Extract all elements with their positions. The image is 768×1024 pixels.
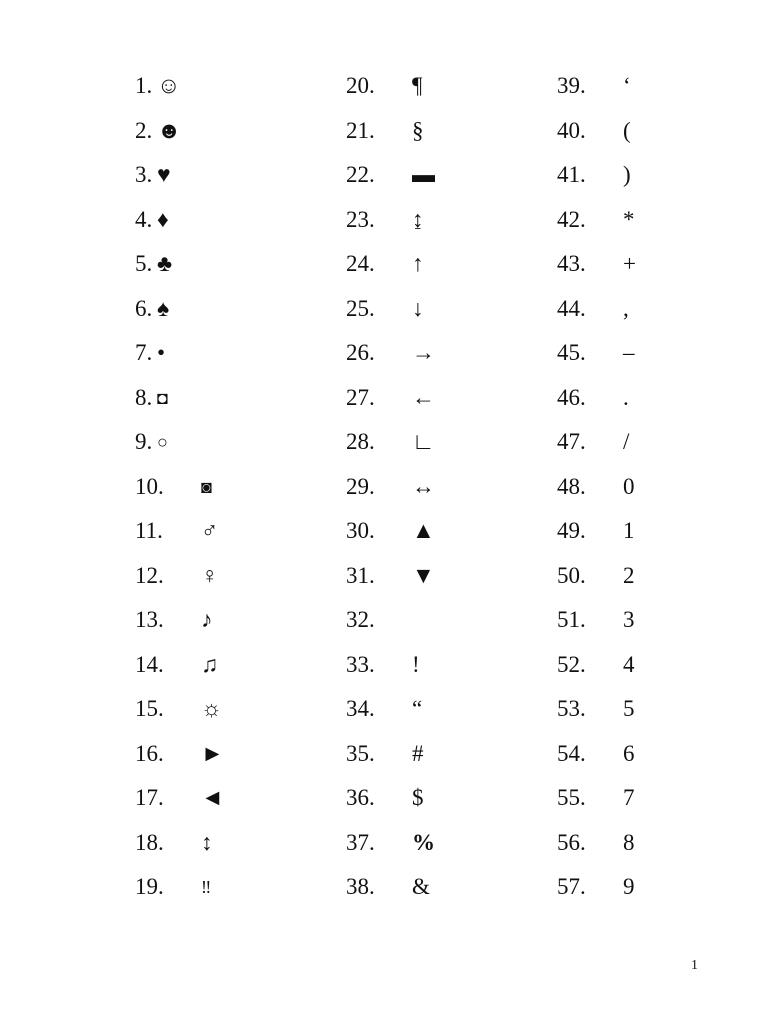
item-symbol: ) (623, 162, 631, 187)
item-number: 55. (557, 785, 586, 810)
item-number: 9. (135, 429, 153, 454)
item-number: 8. (135, 384, 153, 410)
item-symbol: 6 (623, 740, 635, 766)
list-item (557, 865, 737, 910)
list-item (557, 420, 737, 465)
list-item (135, 331, 335, 376)
item-number: 42. (557, 206, 586, 232)
item-number: 49. (557, 518, 586, 543)
item-number: 25. (346, 295, 375, 321)
item-number: 30. (346, 518, 375, 543)
item-number: 50. (557, 562, 586, 588)
list-item (346, 687, 546, 732)
list-item (346, 865, 546, 910)
list-item (135, 153, 335, 198)
list-item (346, 198, 546, 243)
item-number: 53. (557, 696, 586, 721)
item-number: 38. (346, 874, 375, 899)
item-number: 35. (346, 740, 375, 766)
item-symbol: 5 (623, 696, 635, 721)
item-symbol: ↨ (412, 206, 424, 232)
list-item (135, 109, 335, 154)
list-item (346, 643, 546, 688)
item-number: 41. (557, 162, 586, 187)
list-item (346, 109, 546, 154)
item-number: 15. (135, 696, 164, 721)
list-item (557, 554, 737, 599)
list-item (346, 776, 546, 821)
list-item (346, 509, 546, 554)
symbol-column-3 (557, 64, 737, 910)
item-symbol: – (623, 340, 635, 365)
item-number: 47. (557, 429, 586, 454)
item-symbol: ↓ (412, 295, 424, 321)
item-symbol: 7 (623, 785, 635, 810)
item-number: 27. (346, 384, 375, 410)
item-number: 23. (346, 206, 375, 232)
page-number: 1 (691, 958, 698, 973)
item-number: 20. (346, 73, 375, 98)
list-item (135, 287, 335, 332)
list-item (346, 420, 546, 465)
list-item (557, 109, 737, 154)
item-symbol: / (623, 429, 630, 454)
list-item (557, 776, 737, 821)
list-item (135, 198, 335, 243)
item-symbol: ‼ (201, 877, 212, 897)
item-number: 39. (557, 73, 586, 98)
list-item (557, 643, 737, 688)
list-item (346, 732, 546, 777)
list-item (135, 732, 335, 777)
list-item (557, 687, 737, 732)
list-item (135, 420, 335, 465)
list-item (557, 242, 737, 287)
item-number: 48. (557, 473, 586, 499)
item-number: 4. (135, 206, 153, 232)
item-symbol: 4 (623, 651, 635, 677)
item-number: 19. (135, 874, 164, 899)
item-symbol: ← (412, 384, 435, 410)
item-number: 18. (135, 829, 164, 855)
list-item (557, 465, 737, 510)
item-number: 21. (346, 117, 375, 143)
item-symbol: ► (201, 740, 224, 766)
item-symbol: “ (412, 696, 423, 721)
item-symbol: ¶ (412, 73, 423, 98)
item-number: 16. (135, 740, 164, 766)
item-symbol: ♀ (201, 562, 219, 588)
list-item (135, 376, 335, 421)
item-symbol: ♫ (201, 651, 219, 677)
item-number: 40. (557, 117, 586, 143)
item-number: 52. (557, 651, 586, 677)
item-number: 2. (135, 117, 153, 143)
list-item (135, 643, 335, 688)
item-number: 56. (557, 829, 586, 855)
list-item (557, 198, 737, 243)
item-number: 17. (135, 785, 164, 810)
item-symbol: ↔ (412, 473, 435, 499)
item-number: 7. (135, 340, 153, 365)
list-item (557, 598, 737, 643)
item-number: 6. (135, 295, 153, 321)
item-symbol: 3 (623, 607, 635, 632)
item-number: 31. (346, 562, 375, 588)
item-symbol: $ (412, 785, 424, 810)
item-number: 12. (135, 562, 164, 588)
item-symbol: ♪ (201, 607, 213, 632)
symbol-column-2 (346, 64, 546, 910)
list-item (346, 376, 546, 421)
list-item (557, 331, 737, 376)
item-symbol: + (623, 251, 636, 276)
item-number: 3. (135, 162, 153, 187)
item-symbol: 9 (623, 874, 635, 899)
item-symbol: ↕ (201, 829, 213, 855)
item-symbol: ☺ (157, 73, 181, 98)
list-item (135, 64, 335, 109)
list-item (557, 287, 737, 332)
item-number: 11. (135, 518, 163, 543)
list-item (135, 687, 335, 732)
list-item (346, 242, 546, 287)
item-symbol: ↑ (412, 251, 424, 276)
item-number: 44. (557, 295, 586, 321)
item-number: 32. (346, 607, 375, 632)
item-number: 14. (135, 651, 164, 677)
list-item (135, 242, 335, 287)
item-symbol: ☼ (201, 696, 223, 721)
item-symbol: ☻ (157, 117, 182, 143)
item-number: 54. (557, 740, 586, 766)
list-item (557, 376, 737, 421)
list-item (346, 153, 546, 198)
list-item (346, 465, 546, 510)
item-symbol: % (412, 829, 435, 855)
item-symbol: • (157, 340, 166, 365)
item-symbol: → (412, 340, 435, 365)
item-number: 24. (346, 251, 375, 276)
list-item (135, 598, 335, 643)
item-symbol: 1 (623, 518, 635, 543)
item-symbol: 8 (623, 829, 635, 855)
list-item (346, 64, 546, 109)
item-number: 13. (135, 607, 164, 632)
list-item (135, 554, 335, 599)
item-symbol: , (623, 295, 629, 321)
item-number: 45. (557, 340, 586, 365)
item-symbol: 2 (623, 562, 635, 588)
list-item (346, 554, 546, 599)
item-symbol: § (412, 117, 424, 143)
item-number: 33. (346, 651, 375, 677)
item-number: 51. (557, 607, 586, 632)
item-symbol: ! (412, 651, 420, 677)
item-number: 46. (557, 384, 586, 410)
list-item (557, 509, 737, 554)
item-number: 34. (346, 696, 375, 721)
item-number: 10. (135, 473, 164, 499)
item-symbol: ♂ (201, 518, 219, 543)
item-symbol: ∟ (412, 429, 435, 454)
item-number: 43. (557, 251, 586, 276)
item-symbol: 0 (623, 473, 635, 499)
item-symbol: ▲ (412, 518, 435, 543)
item-symbol: ◙ (201, 476, 212, 497)
item-number: 57. (557, 874, 586, 899)
list-item (135, 865, 335, 910)
item-symbol: ♣ (157, 251, 173, 276)
list-item (346, 331, 546, 376)
list-item (557, 821, 737, 866)
list-item (135, 821, 335, 866)
item-symbol: ▬ (412, 162, 435, 187)
item-symbol: ○ (157, 432, 168, 452)
item-number: 1. (135, 73, 153, 98)
item-number: 37. (346, 829, 375, 855)
item-number: 5. (135, 251, 153, 276)
item-symbol: * (623, 206, 635, 232)
item-number: 22. (346, 162, 375, 187)
list-item (346, 287, 546, 332)
list-item (557, 153, 737, 198)
item-symbol: ◄ (201, 785, 224, 810)
item-symbol: ♠ (157, 295, 170, 321)
item-symbol: ( (623, 117, 631, 143)
item-symbol: ‘ (623, 73, 631, 98)
item-number: 28. (346, 429, 375, 454)
item-number: 36. (346, 785, 375, 810)
item-symbol: ▼ (412, 562, 435, 588)
list-item (135, 465, 335, 510)
list-item (557, 732, 737, 777)
item-symbol: . (623, 384, 629, 410)
item-number: 26. (346, 340, 375, 365)
item-symbol: & (412, 874, 430, 899)
item-symbol: # (412, 740, 424, 766)
item-symbol: ◘ (157, 387, 168, 408)
list-item (346, 821, 546, 866)
item-symbol: ♥ (157, 162, 171, 187)
symbol-column-1 (135, 64, 335, 910)
list-item (135, 509, 335, 554)
list-item (557, 64, 737, 109)
item-number: 29. (346, 473, 375, 499)
list-item (135, 776, 335, 821)
list-item (346, 598, 546, 643)
item-symbol: ♦ (157, 206, 169, 232)
